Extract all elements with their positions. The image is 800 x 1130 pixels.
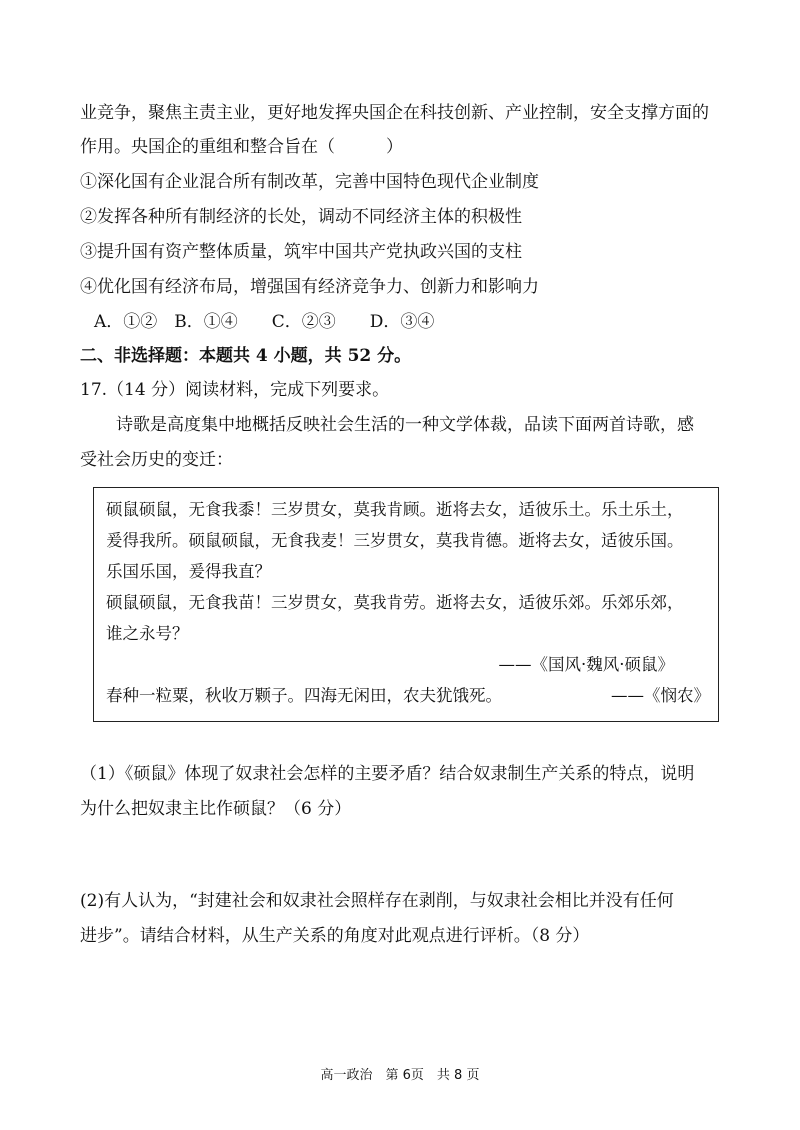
poem-line-5: 谁之永号？ <box>106 624 189 643</box>
question-17-intro-line-2: 受社会历史的变迁： <box>80 450 233 470</box>
question-16-option-1: ①深化国有企业混合所有制改革，完善中国特色现代企业制度 <box>80 172 539 192</box>
question-17-sub-2-line-2: 进步”。请结合材料，从生产关系的角度对此观点进行评析。（8 分） <box>80 926 590 946</box>
question-17-sub-1-line-1: （1）《硕鼠》体现了奴隶社会怎样的主要矛盾？结合奴隶制生产关系的特点，说明 <box>80 764 695 784</box>
poem-box <box>93 487 719 722</box>
page-footer: 高一政治 第 6页 共 8 页 <box>320 1068 480 1083</box>
poem-line-2: 爰得我所。硕鼠硕鼠，无食我麦！三岁贯女，莫我肯德。逝将去女，适彼乐国。 <box>106 531 684 550</box>
section-2-title: 二、非选择题：本题共 4 小题，共 52 分。 <box>80 346 412 366</box>
question-17-header: 17.（14 分）阅读材料，完成下列要求。 <box>80 380 390 400</box>
poem-line-3: 乐国乐国，爰得我直？ <box>106 562 271 581</box>
question-17-sub-1-line-2: 为什么把奴隶主比作硕鼠？（6 分） <box>80 799 352 819</box>
question-16-option-3: ③提升国有资产整体质量，筑牢中国共产党执政兴国的支柱 <box>80 242 522 262</box>
question-16-stem-line-1: 业竞争，聚焦主责主业，更好地发挥央国企在科技创新、产业控制，安全支撑方面的 <box>80 103 709 123</box>
poem-line-1: 硕鼠硕鼠，无食我黍！三岁贯女，莫我肯顾。逝将去女，适彼乐土。乐土乐土， <box>106 500 684 519</box>
poem-source-1: ——《国风·魏风·硕鼠》 <box>498 655 674 674</box>
poem-source-2: ——《悯农》 <box>611 686 710 705</box>
question-16-option-2: ②发挥各种所有制经济的长处，调动不同经济主体的积极性 <box>80 207 522 227</box>
question-17-sub-2-line-1: (2)有人认为，“封建社会和奴隶社会照样存在剥削，与奴隶社会相比并没有任何 <box>80 891 674 911</box>
question-16-stem-line-2: 作用。央国企的重组和整合旨在（ ） <box>80 137 403 157</box>
poem-line-4: 硕鼠硕鼠，无食我苗！三岁贯女，莫我肯劳。逝将去女，适彼乐郊。乐郊乐郊， <box>106 593 684 612</box>
poem-line-6: 春种一粒粟，秋收万颗子。四海无闲田，农夫犹饿死。 <box>106 686 502 705</box>
question-17-intro-line-1: 诗歌是高度集中地概括反映社会生活的一种文学体裁，品读下面两首诗歌，感 <box>116 415 694 435</box>
question-16-option-4: ④优化国有经济布局，增强国有经济竞争力、创新力和影响力 <box>80 277 539 297</box>
question-16-choices: A．①② B．①④ C．②③ D．③④ <box>94 312 435 332</box>
